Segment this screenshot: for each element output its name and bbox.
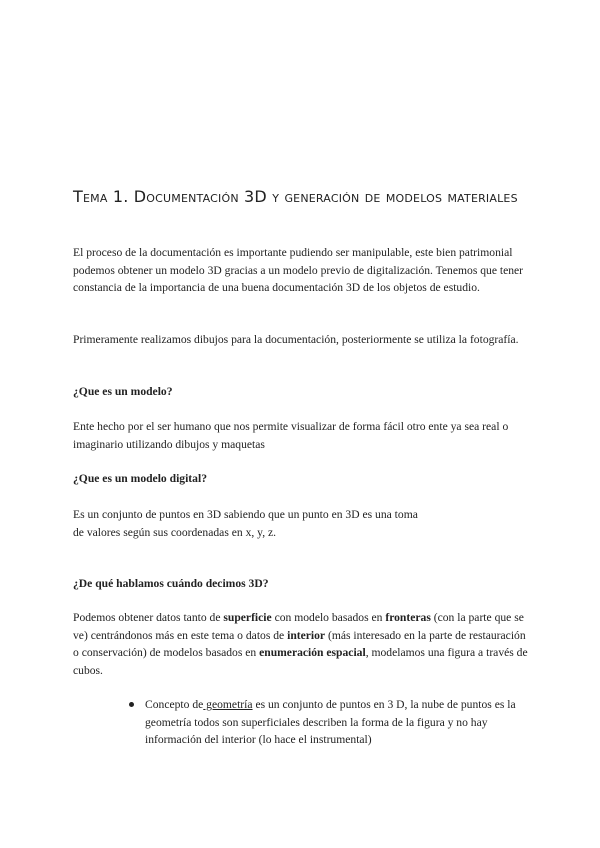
text-segment: con modelo basados en xyxy=(271,611,386,624)
heading-que-es-3d: ¿De qué hablamos cuándo decimos 3D? xyxy=(73,577,269,590)
text-segment: Podemos obtener datos tanto de xyxy=(73,611,224,624)
heading-modelo-digital: ¿Que es un modelo digital? xyxy=(73,472,207,485)
second-paragraph: Primeramente realizamos dibujos para la documentación, posteriormente se utiliza la fotografía. xyxy=(73,333,519,346)
paragraph-modelo: Ente hecho por el ser humano que nos permite visualizar de forma fácil otro ente ya sea real o imaginario utilizando dibujos y maquetas xyxy=(73,420,509,451)
bold-term-fronteras: fronteras xyxy=(385,611,431,624)
bold-term-interior: interior xyxy=(287,628,326,642)
underlined-term-geometria: geometría xyxy=(203,698,253,711)
paragraph-modelo-digital xyxy=(73,506,528,541)
modelo-digital-line-1: Es un conjunto de puntos en 3D sabiendo que un punto en 3D es una toma xyxy=(73,508,418,521)
text-segment: , modelamos una figura a través de cubos. xyxy=(73,646,528,677)
modelo-digital-line-2: de valores según sus coordenadas en x, y, z. xyxy=(73,525,277,539)
text-segment: (con la parte que se ve) centrándonos más en este tema o datos de xyxy=(73,611,524,642)
heading-que-es-modelo: ¿Que es un modelo? xyxy=(73,385,173,398)
bullet-prefix: Concepto de xyxy=(145,698,204,711)
bullet-dot-icon xyxy=(129,702,134,707)
intro-paragraph: El proceso de la documentación es importante pudiendo ser manipulable, este bien patrimonial podemos obtener un modelo 3D gracias a un modelo previo de digitalización. Tenemos que tener constancia de la importancia de una buena documentación 3D de los objetos de estudio. xyxy=(73,246,524,294)
bold-term-superficie: superficie xyxy=(223,611,272,624)
text-segment: (más interesado en la parte de restauración o conservación) de modelos basados en xyxy=(73,628,526,659)
bullet-text: es un conjunto de puntos en 3 D, la nube de puntos es la geometría todos son superficiales describen la forma de la figura y no hay información del interior (lo hace el instrumental) xyxy=(145,698,516,746)
list-item xyxy=(126,696,526,749)
bold-term-enumeracion-espacial: enumeración espacial xyxy=(259,646,366,659)
page-title: Tema 1. Documentación 3D y generación de modelos materiales xyxy=(73,187,518,206)
bullet-list xyxy=(126,696,526,749)
paragraph-3d xyxy=(73,609,528,679)
